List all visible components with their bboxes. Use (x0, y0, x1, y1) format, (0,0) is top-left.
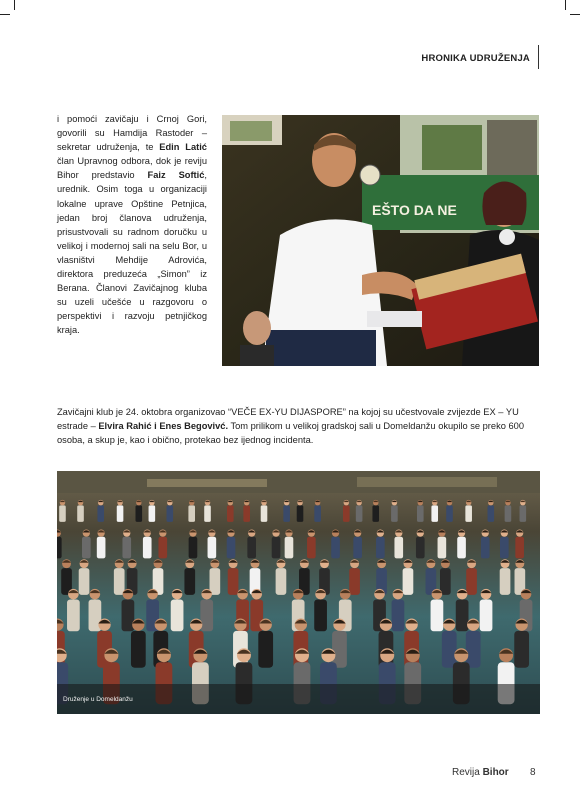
column-text-run: član Upravnog odbora, dok je reviju Bihor predstavio (57, 156, 207, 181)
magazine-name (452, 767, 509, 778)
banner-text: EŠTO DA NE (372, 202, 457, 218)
paragraph-text-run: Zavičajni klub je 24. oktobra organizovao “VEČE EX-YU DIJASPORE” na kojoj su učestvovale zvijezde EX – YU estrade – (57, 407, 519, 431)
column-text-run: Edin Latić (159, 142, 207, 153)
crop-mark-top-right (570, 14, 580, 15)
paragraph-text-run: Tom prilikom u velikoj gradskoj sali u Domeldanžu okupilo se preko 600 osoba, a skup je, kao i obično, protekao bez ijednog incidenta. (57, 421, 524, 445)
magazine-title: Bihor (482, 767, 509, 778)
crop-mark-top-right-v (565, 0, 566, 10)
photo-caption: Druženje u Domeldanžu (63, 696, 133, 703)
award-handshake-photo (222, 115, 539, 366)
column-text-run: Faiz Softić (147, 170, 205, 181)
page-number: 8 (530, 767, 536, 778)
column-text-run: , urednik. Osim toga u organizaciji lokalne uprave Opštine Petnjica, jedan broj članova udruženja, prisustvovali su radnom doručku u velikoj i modernoj sali na selu Bor, u vlasništvi Mehdije Adrovića, direktora preduzeća „Simon” iz Berana. Članovi Zavičajnog kluba su uzeli učešće u razgovoru o perspektivi i razvoju petnjičkog kraja. (57, 170, 207, 336)
crop-mark-top-left (0, 14, 10, 15)
paragraph-text-run: Elvira Rahić i Enes Begovivć. (98, 421, 229, 431)
crop-mark-top-left-v (14, 0, 15, 10)
section-title: HRONIKA UDRUŽENJA (421, 53, 530, 64)
magazine-prefix: Revija (452, 767, 480, 778)
crowd-dance-photo (57, 471, 540, 714)
article-paragraph (57, 405, 542, 447)
article-column-text (57, 112, 207, 338)
column-text-run: i pomoći zavičaju i Crnoj Gori, govorili su Hamdija Rastoder – sekretar udruženja, te (57, 114, 207, 153)
section-divider (538, 45, 539, 69)
